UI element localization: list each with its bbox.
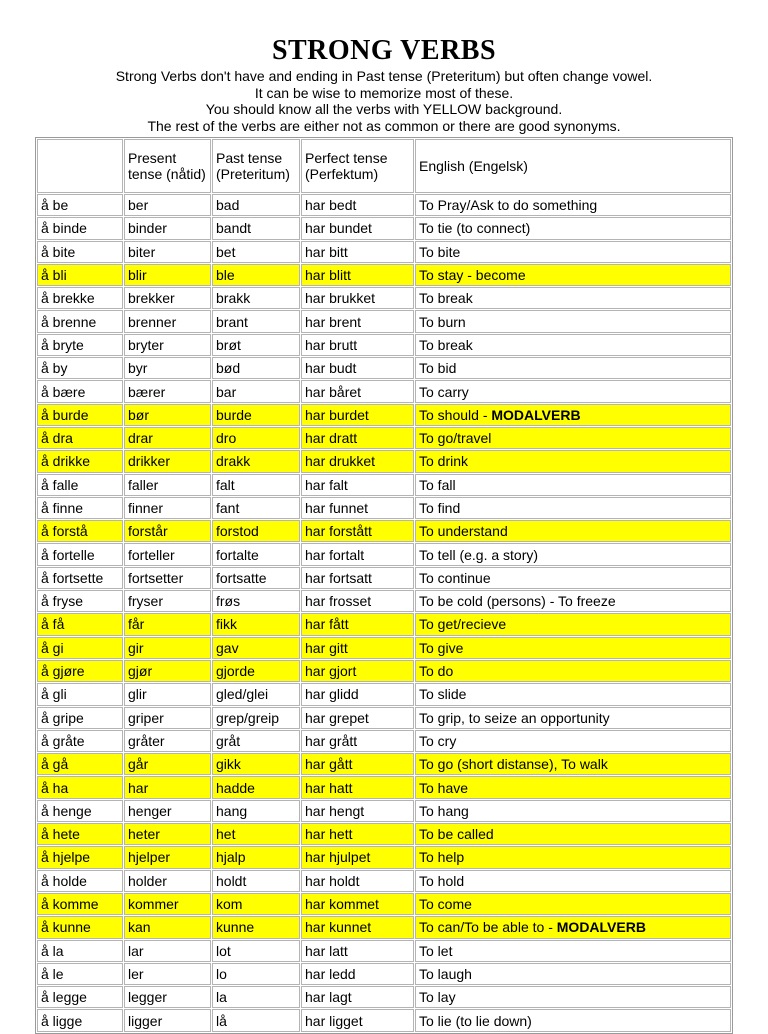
- table-header-row: [37, 139, 731, 193]
- infinitive-cell: å gjøre: [37, 660, 123, 682]
- infinitive-cell: å komme: [37, 893, 123, 915]
- past-cell: ble: [212, 264, 300, 286]
- perfect-cell: har falt: [301, 474, 414, 496]
- present-cell: drikker: [124, 450, 211, 472]
- english-cell: To find: [415, 497, 731, 519]
- present-cell: holder: [124, 870, 211, 892]
- past-cell: hang: [212, 800, 300, 822]
- english-text: To should -: [419, 406, 492, 423]
- english-cell: To lie (to lie down): [415, 1009, 731, 1031]
- table-row: [37, 380, 731, 402]
- present-cell: går: [124, 753, 211, 775]
- perfect-cell: har gjort: [301, 660, 414, 682]
- infinitive-cell: å ligge: [37, 1009, 123, 1031]
- perfect-cell: har bedt: [301, 194, 414, 216]
- present-cell: lar: [124, 940, 211, 962]
- english-cell: To be cold (persons) - To freeze: [415, 590, 731, 612]
- past-cell: gav: [212, 637, 300, 659]
- table-row: [37, 823, 731, 845]
- past-cell: frøs: [212, 590, 300, 612]
- english-cell: To break: [415, 334, 731, 356]
- present-cell: bærer: [124, 380, 211, 402]
- modalverb-label: MODALVERB: [491, 406, 581, 423]
- header-english: English (Engelsk): [415, 139, 731, 193]
- table-row: [37, 287, 731, 309]
- english-cell: To cry: [415, 730, 731, 752]
- present-cell: bryter: [124, 334, 211, 356]
- table-row: [37, 776, 731, 798]
- infinitive-cell: å fryse: [37, 590, 123, 612]
- present-cell: finner: [124, 497, 211, 519]
- table-body: [37, 139, 731, 1032]
- english-cell: To slide: [415, 683, 731, 705]
- table-row: [37, 217, 731, 239]
- present-cell: blir: [124, 264, 211, 286]
- present-cell: gjør: [124, 660, 211, 682]
- english-cell: To fall: [415, 474, 731, 496]
- infinitive-cell: å gi: [37, 637, 123, 659]
- present-cell: drar: [124, 427, 211, 449]
- header-past-tense: Past tense (Preteritum): [212, 139, 300, 193]
- table-row: [37, 800, 731, 822]
- header-present-tense: Present tense (nåtid): [124, 139, 211, 193]
- infinitive-cell: å legge: [37, 986, 123, 1008]
- english-cell: To Pray/Ask to do something: [415, 194, 731, 216]
- present-cell: fryser: [124, 590, 211, 612]
- perfect-cell: har burdet: [301, 404, 414, 426]
- perfect-cell: har funnet: [301, 497, 414, 519]
- english-cell: To tell (e.g. a story): [415, 543, 731, 565]
- english-cell: To laugh: [415, 963, 731, 985]
- english-cell: To drink: [415, 450, 731, 472]
- infinitive-cell: å bite: [37, 241, 123, 263]
- present-cell: kommer: [124, 893, 211, 915]
- intro-line: The rest of the verbs are either not as common or there are good synonyms.: [147, 117, 621, 134]
- intro-line: Strong Verbs don't have and ending in Past tense (Preteritum) but often change vowel.: [115, 68, 653, 84]
- present-cell: henger: [124, 800, 211, 822]
- past-cell: bandt: [212, 217, 300, 239]
- infinitive-cell: å gripe: [37, 707, 123, 729]
- past-cell: brakk: [212, 287, 300, 309]
- perfect-cell: har lagt: [301, 986, 414, 1008]
- perfect-cell: har glidd: [301, 683, 414, 705]
- table-row: [37, 707, 731, 729]
- english-cell: To go/travel: [415, 427, 731, 449]
- page-title: STRONG VERBS: [271, 35, 497, 66]
- english-cell: To do: [415, 660, 731, 682]
- perfect-cell: har budt: [301, 357, 414, 379]
- perfect-cell: har bundet: [301, 217, 414, 239]
- english-cell: To give: [415, 637, 731, 659]
- infinitive-cell: å forstå: [37, 520, 123, 542]
- past-cell: fikk: [212, 613, 300, 635]
- present-cell: hjelper: [124, 846, 211, 868]
- english-cell: To hang: [415, 800, 731, 822]
- past-cell: hadde: [212, 776, 300, 798]
- english-cell: To tie (to connect): [415, 217, 731, 239]
- past-cell: holdt: [212, 870, 300, 892]
- present-cell: ler: [124, 963, 211, 985]
- english-cell: To understand: [415, 520, 731, 542]
- english-cell: [415, 404, 731, 426]
- perfect-cell: har latt: [301, 940, 414, 962]
- table-row: [37, 893, 731, 915]
- past-cell: lo: [212, 963, 300, 985]
- english-cell: To bite: [415, 241, 731, 263]
- past-cell: grep/greip: [212, 707, 300, 729]
- infinitive-cell: å by: [37, 357, 123, 379]
- infinitive-cell: å la: [37, 940, 123, 962]
- perfect-cell: har drukket: [301, 450, 414, 472]
- present-cell: griper: [124, 707, 211, 729]
- infinitive-cell: å brekke: [37, 287, 123, 309]
- perfect-cell: har brutt: [301, 334, 414, 356]
- table-row: [37, 637, 731, 659]
- present-cell: brekker: [124, 287, 211, 309]
- perfect-cell: har kunnet: [301, 916, 414, 938]
- table-row: [37, 730, 731, 752]
- present-cell: glir: [124, 683, 211, 705]
- english-cell: To let: [415, 940, 731, 962]
- infinitive-cell: å binde: [37, 217, 123, 239]
- infinitive-cell: å falle: [37, 474, 123, 496]
- perfect-cell: har gitt: [301, 637, 414, 659]
- infinitive-cell: å gå: [37, 753, 123, 775]
- present-cell: ligger: [124, 1009, 211, 1031]
- past-cell: brøt: [212, 334, 300, 356]
- table-row: [37, 613, 731, 635]
- table-row: [37, 264, 731, 286]
- present-cell: gir: [124, 637, 211, 659]
- infinitive-cell: å finne: [37, 497, 123, 519]
- table-row: [37, 940, 731, 962]
- perfect-cell: har ledd: [301, 963, 414, 985]
- english-cell: To stay - become: [415, 264, 731, 286]
- past-cell: brant: [212, 310, 300, 332]
- table-row: [37, 963, 731, 985]
- past-cell: burde: [212, 404, 300, 426]
- past-cell: la: [212, 986, 300, 1008]
- perfect-cell: har fortsatt: [301, 567, 414, 589]
- english-cell: To break: [415, 287, 731, 309]
- table-row: [37, 590, 731, 612]
- infinitive-cell: å ha: [37, 776, 123, 798]
- present-cell: faller: [124, 474, 211, 496]
- present-cell: fortsetter: [124, 567, 211, 589]
- perfect-cell: har kommet: [301, 893, 414, 915]
- past-cell: gråt: [212, 730, 300, 752]
- present-cell: bør: [124, 404, 211, 426]
- infinitive-cell: å burde: [37, 404, 123, 426]
- intro-text: [0, 68, 768, 134]
- infinitive-cell: å holde: [37, 870, 123, 892]
- table-row: [37, 194, 731, 216]
- table-row: [37, 870, 731, 892]
- perfect-cell: har fortalt: [301, 543, 414, 565]
- english-cell: To lay: [415, 986, 731, 1008]
- present-cell: brenner: [124, 310, 211, 332]
- infinitive-cell: å fortelle: [37, 543, 123, 565]
- intro-line: It can be wise to memorize most of these.: [254, 84, 514, 101]
- english-cell: To bid: [415, 357, 731, 379]
- perfect-cell: har bitt: [301, 241, 414, 263]
- past-cell: drakk: [212, 450, 300, 472]
- infinitive-cell: å hete: [37, 823, 123, 845]
- table-row: [37, 567, 731, 589]
- table-row: [37, 357, 731, 379]
- past-cell: forstod: [212, 520, 300, 542]
- perfect-cell: har hatt: [301, 776, 414, 798]
- past-cell: lot: [212, 940, 300, 962]
- table-row: [37, 241, 731, 263]
- past-cell: bar: [212, 380, 300, 402]
- perfect-cell: har brukket: [301, 287, 414, 309]
- table-row: [37, 846, 731, 868]
- perfect-cell: har båret: [301, 380, 414, 402]
- english-cell: To come: [415, 893, 731, 915]
- past-cell: falt: [212, 474, 300, 496]
- past-cell: lå: [212, 1009, 300, 1031]
- table-row: [37, 660, 731, 682]
- present-cell: får: [124, 613, 211, 635]
- perfect-cell: har blitt: [301, 264, 414, 286]
- present-cell: kan: [124, 916, 211, 938]
- english-cell: To burn: [415, 310, 731, 332]
- present-cell: heter: [124, 823, 211, 845]
- english-cell: To go (short distanse), To walk: [415, 753, 731, 775]
- english-cell: To hold: [415, 870, 731, 892]
- table-row: [37, 497, 731, 519]
- past-cell: fortsatte: [212, 567, 300, 589]
- present-cell: forstår: [124, 520, 211, 542]
- perfect-cell: har gått: [301, 753, 414, 775]
- english-cell: To continue: [415, 567, 731, 589]
- intro-line: You should know all the verbs with YELLOW background.: [205, 101, 563, 117]
- past-cell: bød: [212, 357, 300, 379]
- infinitive-cell: å bære: [37, 380, 123, 402]
- present-cell: forteller: [124, 543, 211, 565]
- perfect-cell: har holdt: [301, 870, 414, 892]
- perfect-cell: har grått: [301, 730, 414, 752]
- present-cell: binder: [124, 217, 211, 239]
- perfect-cell: har fått: [301, 613, 414, 635]
- past-cell: fortalte: [212, 543, 300, 565]
- table-row: [37, 683, 731, 705]
- past-cell: kunne: [212, 916, 300, 938]
- header-perfect-tense: Perfect tense (Perfektum): [301, 139, 414, 193]
- infinitive-cell: å bryte: [37, 334, 123, 356]
- english-cell: To carry: [415, 380, 731, 402]
- past-cell: bet: [212, 241, 300, 263]
- header-infinitive: [37, 139, 123, 193]
- english-cell: To help: [415, 846, 731, 868]
- past-cell: het: [212, 823, 300, 845]
- infinitive-cell: å fortsette: [37, 567, 123, 589]
- perfect-cell: har hjulpet: [301, 846, 414, 868]
- perfect-cell: har frosset: [301, 590, 414, 612]
- table-row: [37, 916, 731, 938]
- present-cell: ber: [124, 194, 211, 216]
- english-cell: To have: [415, 776, 731, 798]
- past-cell: dro: [212, 427, 300, 449]
- infinitive-cell: å dra: [37, 427, 123, 449]
- infinitive-cell: å hjelpe: [37, 846, 123, 868]
- past-cell: bad: [212, 194, 300, 216]
- past-cell: hjalp: [212, 846, 300, 868]
- table-row: [37, 474, 731, 496]
- table-row: [37, 520, 731, 542]
- english-text: To can/To be able to -: [419, 919, 557, 936]
- present-cell: biter: [124, 241, 211, 263]
- perfect-cell: har forstått: [301, 520, 414, 542]
- strong-verbs-table: [35, 137, 733, 1034]
- table-row: [37, 404, 731, 426]
- table-row: [37, 1009, 731, 1031]
- perfect-cell: har brent: [301, 310, 414, 332]
- perfect-cell: har ligget: [301, 1009, 414, 1031]
- infinitive-cell: å drikke: [37, 450, 123, 472]
- perfect-cell: har hengt: [301, 800, 414, 822]
- english-cell: To grip, to seize an opportunity: [415, 707, 731, 729]
- present-cell: byr: [124, 357, 211, 379]
- infinitive-cell: å gråte: [37, 730, 123, 752]
- infinitive-cell: å le: [37, 963, 123, 985]
- infinitive-cell: å gli: [37, 683, 123, 705]
- present-cell: gråter: [124, 730, 211, 752]
- past-cell: gjorde: [212, 660, 300, 682]
- english-cell: To be called: [415, 823, 731, 845]
- past-cell: fant: [212, 497, 300, 519]
- present-cell: legger: [124, 986, 211, 1008]
- modalverb-label: MODALVERB: [556, 919, 646, 936]
- table-row: [37, 334, 731, 356]
- perfect-cell: har dratt: [301, 427, 414, 449]
- infinitive-cell: å henge: [37, 800, 123, 822]
- table-row: [37, 986, 731, 1008]
- infinitive-cell: å brenne: [37, 310, 123, 332]
- perfect-cell: har hett: [301, 823, 414, 845]
- perfect-cell: har grepet: [301, 707, 414, 729]
- table-row: [37, 310, 731, 332]
- table-row: [37, 427, 731, 449]
- english-cell: [415, 916, 731, 938]
- table-row: [37, 450, 731, 472]
- infinitive-cell: å kunne: [37, 916, 123, 938]
- infinitive-cell: å bli: [37, 264, 123, 286]
- english-cell: To get/recieve: [415, 613, 731, 635]
- infinitive-cell: å få: [37, 613, 123, 635]
- infinitive-cell: å be: [37, 194, 123, 216]
- past-cell: kom: [212, 893, 300, 915]
- table-row: [37, 753, 731, 775]
- present-cell: har: [124, 776, 211, 798]
- past-cell: gikk: [212, 753, 300, 775]
- table-row: [37, 543, 731, 565]
- past-cell: gled/glei: [212, 683, 300, 705]
